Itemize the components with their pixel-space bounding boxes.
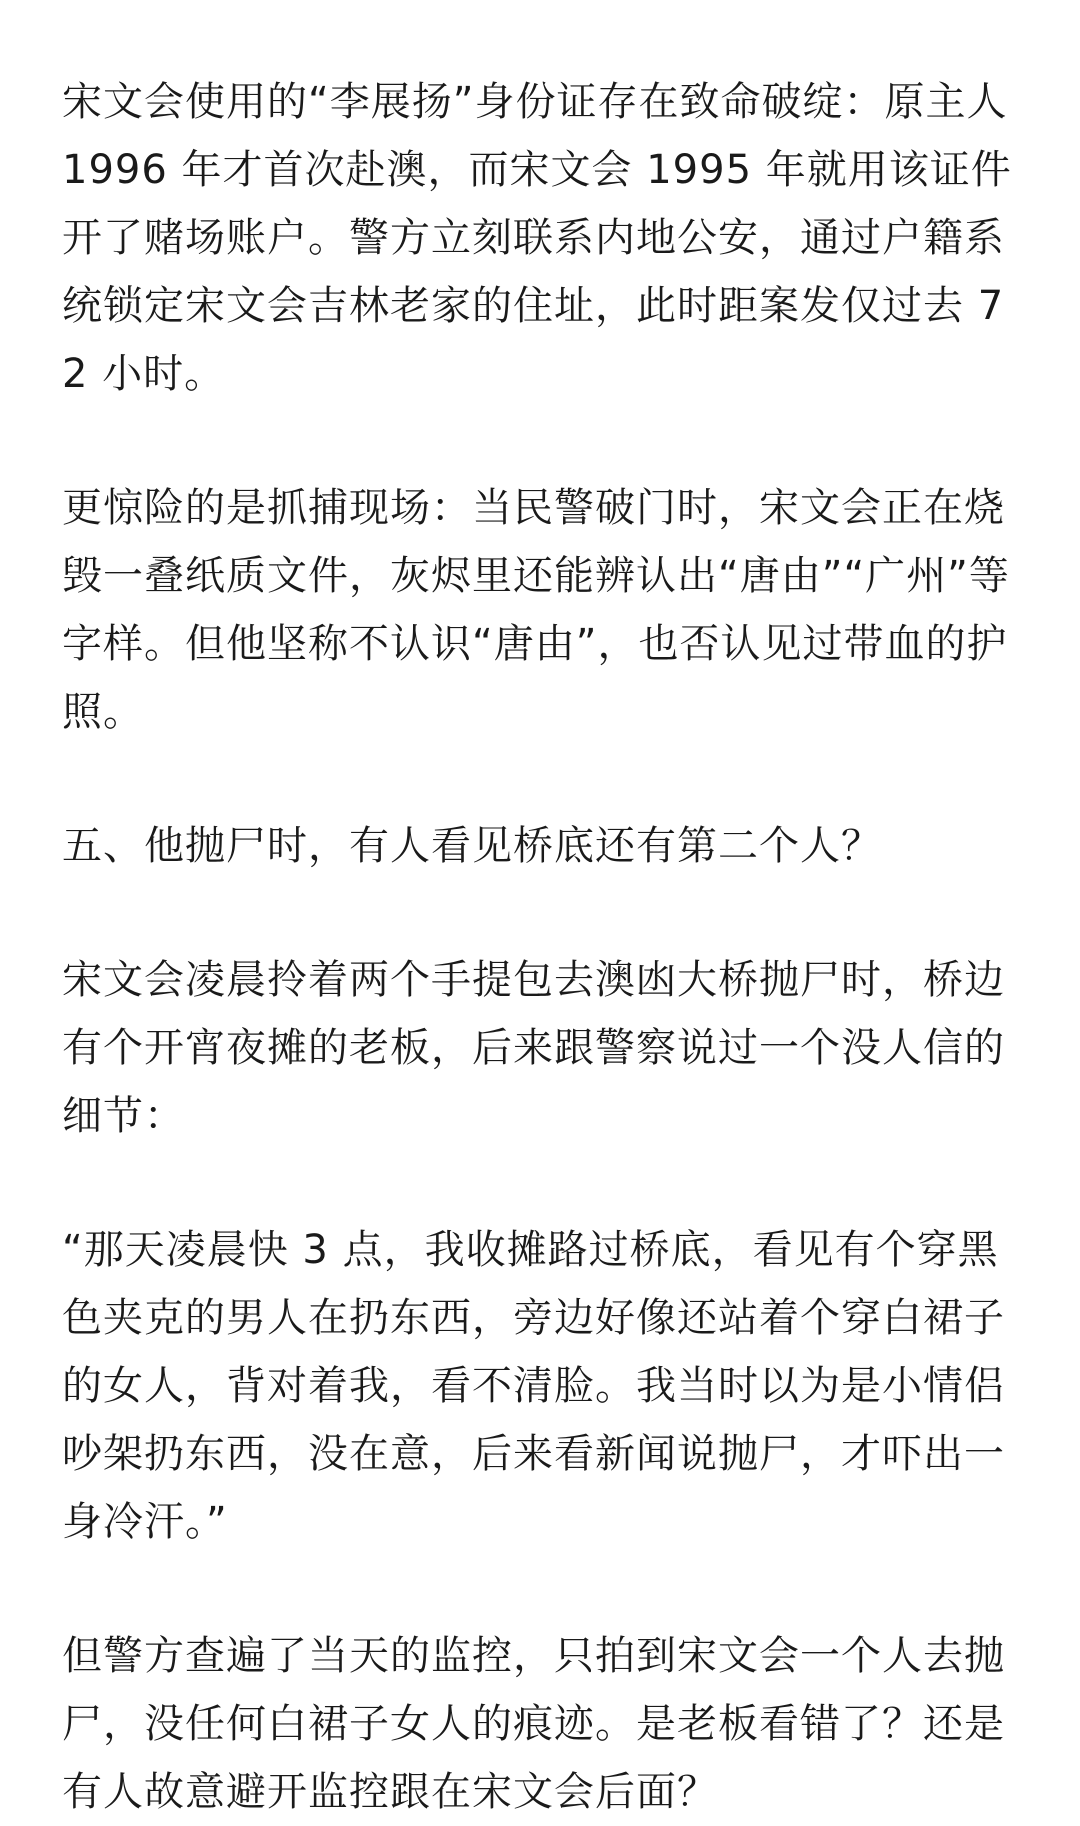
- paragraph-passport-flaw: 宋文会使用的“李展扬”身份证存在致命破绽：原主人 1996 年才首次赴澳，而宋文会 1995 年就用该证件开了赌场账户。警方立刻联系内地公安，通过户籍系统锁定宋文会吉林老家的住址，此时距案发仅过去 72 小时。: [62, 79, 1012, 397]
- article-body: [62, 68, 1022, 1826]
- paragraph-arrest-scene: 更惊险的是抓捕现场：当民警破门时，宋文会正在烧毁一叠纸质文件，灰烬里还能辨认出“唐由”“广州”等字样。但他坚称不认识“唐由”，也否认见过带血的护照。: [62, 485, 1010, 735]
- section-heading: 五、他抛尸时，有人看见桥底还有第二个人？: [62, 823, 882, 869]
- paragraph-bridge-witness: 宋文会凌晨拎着两个手提包去澳凼大桥抛尸时，桥边有个开宵夜摊的老板，后来跟警察说过一个没人信的细节：: [62, 957, 1005, 1139]
- paragraph-witness-quote: “那天凌晨快 3 点，我收摊路过桥底，看见有个穿黑色夹克的男人在扔东西，旁边好像还站着个穿白裙子的女人，背对着我，看不清脸。我当时以为是小情侣吵架扔东西，没在意，后来看新闻说抛尸，才吓出一身冷汗。”: [62, 1227, 1005, 1545]
- paragraph-surveillance: 但警方查遍了当天的监控，只拍到宋文会一个人去抛尸，没任何白裙子女人的痕迹。是老板看错了？还是有人故意避开监控跟在宋文会后面？: [62, 1633, 1005, 1815]
